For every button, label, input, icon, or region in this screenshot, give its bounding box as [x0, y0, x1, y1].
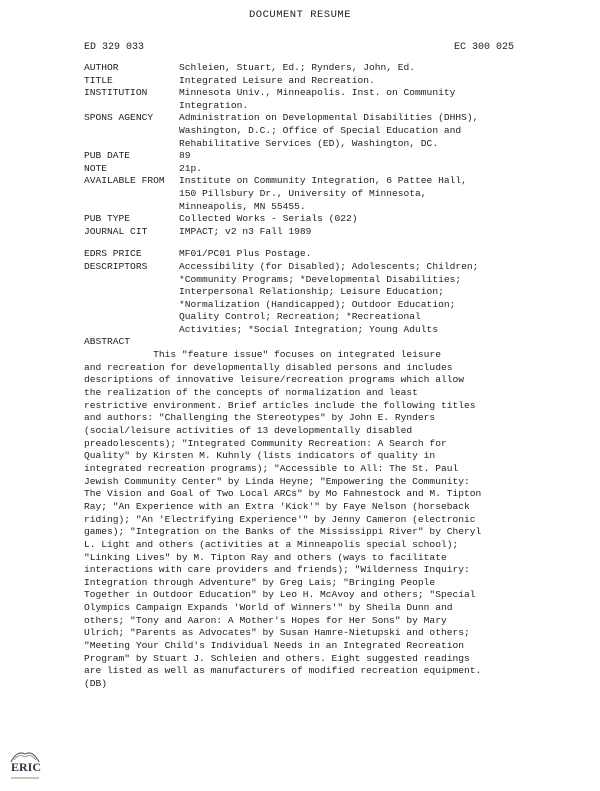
field-label: PUB TYPE: [84, 213, 131, 225]
field-value: Institute on Community Integration, 6 Pattee Hall, 150 Pillsbury Dr., University of Minnesota, Minneapolis, MN 55455.: [179, 175, 467, 212]
field-row-edrs-price: [84, 248, 524, 261]
field-label: AVAILABLE FROM: [84, 175, 165, 187]
field-value: Minnesota Univ., Minneapolis. Inst. on Community Integration.: [179, 87, 456, 111]
abstract-text: This "feature issue" focuses on integrated leisure and recreation for developmentally disabled persons and includes descriptions of innovative leisure/recreation programs which allow the realization of the concepts of normalization and least restrictive environment. Brief articles include the following titles and authors: "Challenging the Stereotypes" by John E. Rynders (social/leisure activities of 13 developmentally disabled preadolescents); "Integrated Community Recreation: A Search for Quality" by Kirsten M. Kuhnly (lists indicators of quality in integrated recreation programs); "Accessible to All: The St. Paul Jewish Community Center" by Linda Heyne; "Empowering the Community: The Vision and Goal of Two Local ARCs" by Mo Fahnestock and M. Tipton Ray; "An Experience with an Extra 'Kick'" by Faye Nelson (horseback riding); "An 'Electrifying Experience'" by Jenny Cameron (electronic games); "Integration on the Banks of the Mississippi River" by Cheryl L. Light and others (activities at a Minneapolis special school); "Linking Lives" by M. Tipton Ray and others (ways to facilitate interactions with care providers and friends); "Wilderness Inquiry: Integration through Adventure" by Greg Lais; "Bringing People Together in Outdoor Education" by Leo H. McAvoy and others; "Special Olympics Campaign Expands 'World of Winners'" by Sheila Dunn and others; "Tony and Aaron: A Mother's Hopes for Her Sons" by Mary Ulrich; "Parents as Advocates" by Susan Hamre-Nietupski and others; "Meeting Your Child's Individual Needs in an Integrated Recreation Program" by Stuart J. Schleien and others. Eight suggested readings are listed as well as manufacturers of modified recreation equipment. (DB): [84, 349, 482, 690]
field-row-pub-type: [84, 213, 524, 226]
field-row-descriptors: [84, 261, 524, 337]
field-label: JOURNAL CIT: [84, 225, 148, 237]
field-value: Collected Works - Serials (022): [179, 213, 358, 225]
field-label: PUB DATE: [84, 150, 131, 162]
field-label: EDRS PRICE: [84, 248, 142, 260]
metadata-fields: [84, 62, 524, 336]
field-row-title: [84, 75, 524, 88]
document-title: DOCUMENT RESUME: [248, 9, 351, 21]
abstract-heading: ABSTRACT: [84, 336, 131, 347]
field-label: AUTHOR: [84, 62, 119, 73]
field-row-pub-date: [84, 150, 524, 163]
field-spacer: [84, 238, 524, 248]
field-row-note: [84, 163, 524, 176]
field-value: Administration on Developmental Disabilities (DHHS), Washington, D.C.; Office of Special Education and Rehabilitative Services (ED), Washington, DC.: [179, 112, 479, 149]
field-row-available-from: [84, 175, 524, 213]
field-value: Accessibility (for Disabled); Adolescents; Children; *Community Programs; *Developmental Disabilities; Interpersonal Relationship; Leisure Education; *Normalization (Handicapped); Outdoor Education; Quality Control; Recreation; *Recreational Activities; *Social Integration; Young Adults: [179, 260, 479, 335]
field-value: IMPACT; v2 n3 Fall 1989: [179, 225, 312, 237]
field-row-journal-cit: [84, 226, 524, 239]
field-label: DESCRIPTORS: [84, 260, 148, 272]
field-value: 89: [179, 150, 191, 162]
field-row-institution: [84, 87, 524, 112]
field-label: INSTITUTION: [84, 87, 148, 99]
field-label: SPONS AGENCY: [84, 112, 154, 124]
field-row-author: [84, 62, 524, 75]
ec-number: EC 300 025: [453, 42, 514, 53]
field-label: TITLE: [84, 74, 113, 86]
field-value: Schleien, Stuart, Ed.; Rynders, John, Ed.: [179, 62, 416, 73]
field-value: MF01/PC01 Plus Postage.: [179, 248, 312, 260]
field-label: NOTE: [84, 162, 108, 174]
eric-logo-text: ERIC: [11, 760, 42, 774]
document-ids: [84, 42, 514, 56]
ed-number: ED 329 033: [84, 42, 145, 53]
field-value: 21p.: [179, 162, 203, 174]
field-value: Integrated Leisure and Recreation.: [179, 74, 375, 86]
field-row-spons-agency: [84, 112, 524, 150]
